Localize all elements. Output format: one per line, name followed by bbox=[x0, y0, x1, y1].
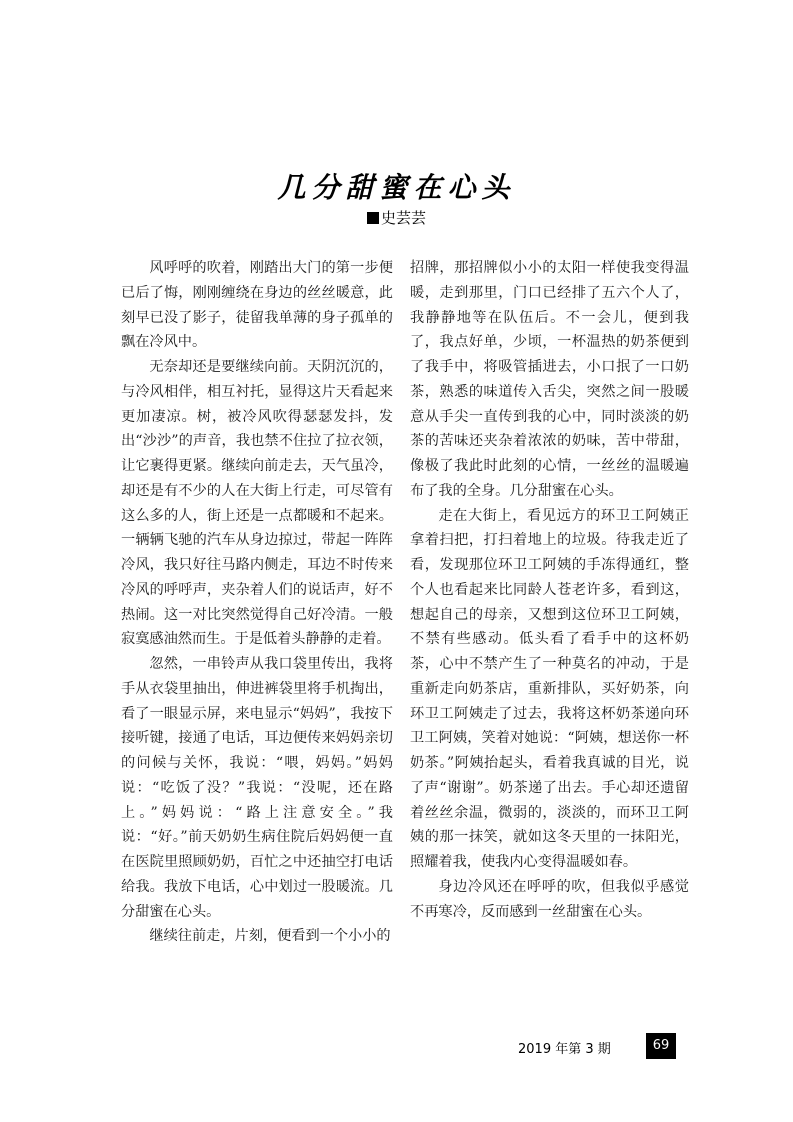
paragraph: 忽然，一串铃声从我口袋里传出，我将手从衣袋里抽出，伸进裤袋里将手机掏出，看了一眼显示屏，来电显示“妈妈”，我按下接听键，接通了电话，耳边便传来妈妈亲切的问候与关怀，我说：“喂，妈妈。”妈妈说：“吃饭了没？”我说：“没呢，还在路上。”妈妈说：“路上注意安全。”我说：“好。”前天奶奶生病住院后妈妈便一直在医院里照顾奶奶，百忙之中还抽空打电话给我。我放下电话，心中划过一股暖流。几分甜蜜在心头。 bbox=[121, 656, 393, 920]
square-bullet-icon bbox=[367, 212, 379, 224]
paragraph: 走在大街上，看见远方的环卫工阿姨正拿着扫把，打扫着地上的垃圾。待我走近了看，发现那位环卫工阿姨的手冻得通红，整个人也看起来比同龄人苍老许多，看到这，想起自己的母亲，又想到这位环卫工阿姨，不禁有些感动。低头看了看手中的这杯奶茶，心中不禁产生了一种莫名的冲动，于是重新走向奶茶店，重新排队，买好奶茶，向环卫工阿姨走了过去，我将这杯奶茶递向环卫工阿姨，笑着对她说：“阿姨，想送你一杯奶茶。”阿姨抬起头，看着我真诚的目光，说了声“谢谢”。奶茶递了出去。手心却还遗留着丝丝余温，微弱的，淡淡的，而环卫工阿姨的那一抹笑，就如这冬天里的一抹阳光，照耀着我，使我内心变得温暖如春。 bbox=[410, 507, 689, 870]
author-name: 史芸芸 bbox=[380, 209, 426, 227]
paragraph-continued: 招牌，那招牌似小小的太阳一样使我变得温暖，走到那里，门口已经排了五六个人了，我静静地等在队伍后。不一会儿，便到我了，我点好单，少顷，一杯温热的奶茶便到了我手中，将吸管插进去，小口抿了一口奶茶，熟悉的味道传入舌尖，突然之间一股暖意从手尖一直传到我的心中，同时淡淡的奶茶的苦味还夹杂着浓浓的奶味，苦中带甜，像极了我此时此刻的心情，一丝丝的温暖遍布了我的全身。几分甜蜜在心头。 bbox=[410, 260, 689, 499]
paragraph: 继续往前走，片刻，便看到一个小小的 bbox=[149, 928, 391, 945]
right-column bbox=[410, 256, 689, 924]
left-column bbox=[121, 256, 393, 949]
page-number: 69 bbox=[646, 1033, 676, 1059]
article-title: 几分甜蜜在心头 bbox=[277, 171, 516, 204]
paragraph: 无奈却还是要继续向前。天阴沉沉的，与冷风相伴，相互衬托，显得这片天看起来更加凄凉。树，被冷风吹得瑟瑟发抖，发出“沙沙”的声音，我也禁不住拉了拉衣领，让它裹得更紧。继续向前走去，天气虽冷，却还是有不少的人在大街上行走，可尽管有这么多的人，街上还是一点都暖和不起来。一辆辆飞驰的汽车从身边掠过，带起一阵阵冷风，我只好往马路内侧走，耳边不时传来冷风的呼呼声，夹杂着人们的说话声，好不热闹。这一对比突然觉得自己好冷清。一般寂寞感油然而生。于是低着头静静的走着。 bbox=[121, 359, 393, 648]
article-author bbox=[0, 207, 793, 228]
paragraph: 身边冷风还在呼呼的吹，但我似乎感觉不再寒冷，反而感到一丝甜蜜在心头。 bbox=[410, 878, 689, 920]
issue-label: 2019 年第 3 期 bbox=[518, 1042, 611, 1057]
paragraph: 风呼呼的吹着，刚踏出大门的第一步便已后了悔，刚刚缠绕在身边的丝丝暖意，此刻早已没了影子，徒留我单薄的身子孤单的飘在冷风中。 bbox=[121, 260, 393, 351]
